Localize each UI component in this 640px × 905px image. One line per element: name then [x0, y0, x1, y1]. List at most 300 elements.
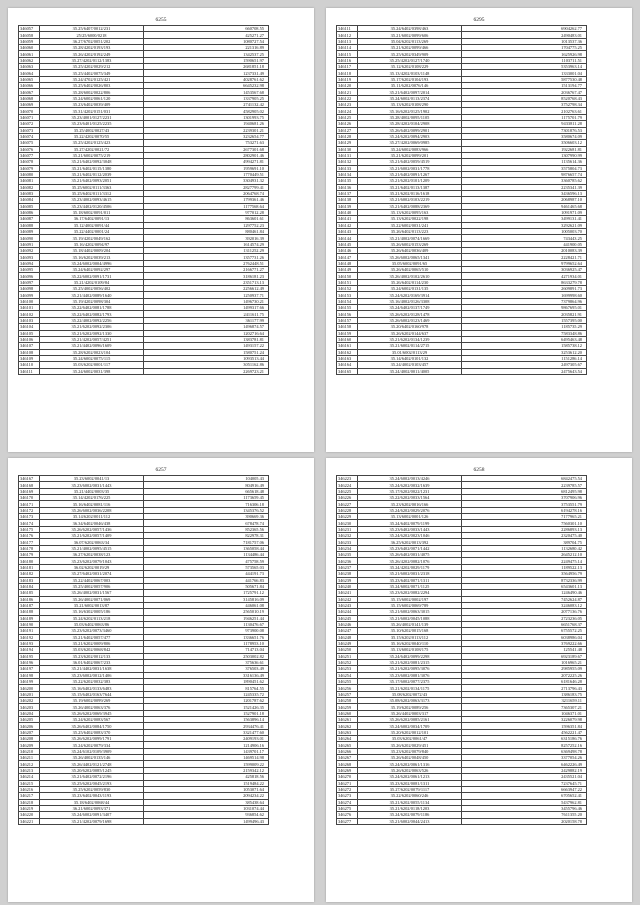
register-table-body [19, 476, 269, 825]
deed-reference-cell: 35.23/6202/0079/840 [358, 748, 462, 754]
lot-number-cell: 346174 [19, 520, 40, 526]
lot-number-cell: 346252 [337, 659, 358, 665]
lot-number-cell: 346078 [19, 159, 40, 165]
value-cell: 2435521.04 [462, 774, 587, 780]
lot-number-cell: 346250 [337, 647, 358, 653]
lot-number-cell: 346159 [337, 330, 358, 336]
value-cell: 125541.48 [462, 647, 587, 653]
value-cell: 441766.83 [144, 577, 269, 583]
lot-number-cell: 346061 [19, 51, 40, 57]
deed-reference-cell: 35.26/4202/0082/1076 [358, 558, 462, 564]
lot-number-cell: 346253 [337, 666, 358, 672]
value-cell: 678478.74 [144, 520, 269, 526]
deed-reference-cell: 35.16/4002/0126/3308 [358, 298, 462, 304]
value-cell: 3377054.26 [462, 755, 587, 761]
value-cell: 1311252.29 [144, 248, 269, 254]
value-cell: 376503.49 [144, 666, 269, 672]
deed-reference-cell: 35.26/6402/0084/1750 [40, 723, 144, 729]
lot-number-cell: 346130 [337, 146, 358, 152]
lot-number-cell: 346214 [19, 774, 40, 780]
deed-reference-cell: 35.20/6202/0012/101 [358, 729, 462, 735]
deed-reference-cell: 35.21/6002/0063/3015 [358, 609, 462, 615]
value-cell: 1557395.00 [462, 317, 587, 323]
value-cell: 3506603.12 [462, 140, 587, 146]
lot-number-cell: 346249 [337, 640, 358, 646]
lot-number-cell: 346097 [19, 279, 40, 285]
value-cell: 2159342.12 [144, 767, 269, 773]
value-cell: 2713796.43 [462, 685, 587, 691]
lot-number-cell: 346258 [337, 698, 358, 704]
value-cell: 3321477.60 [144, 729, 269, 735]
value-cell: 4562221.47 [462, 729, 587, 735]
deed-reference-cell: 35.26/4002/0063/376 [40, 704, 144, 710]
deed-reference-cell: 35.26/6002/0036/2208 [40, 507, 144, 513]
deed-reference-cell: 35.24/6002/0031/398 [40, 368, 144, 374]
deed-reference-cell: 35.24/6002/0013/4246 [358, 476, 462, 482]
deed-reference-cell: 35.21/6002/0075/219 [40, 152, 144, 158]
value-cell: 6904262.77 [462, 26, 587, 32]
deed-reference-cell: 25/25/6000/0218 [40, 32, 144, 38]
deed-reference-cell: 35.26/6402/0114/230 [358, 279, 462, 285]
value-cell: 1135614.36 [462, 159, 587, 165]
value-cell: 3226079.98 [462, 717, 587, 723]
value-cell: 5353963.14 [462, 64, 587, 70]
value-cell: 2609891.73 [462, 286, 587, 292]
lot-number-cell: 346094 [19, 260, 40, 266]
lot-number-cell: 346228 [337, 507, 358, 513]
deed-reference-cell: 35.23/6402/0043/1193 [40, 793, 144, 799]
value-cell: 665618.48 [144, 488, 269, 494]
value-cell: 7452624.87 [462, 596, 587, 602]
value-cell: 6543601.13 [462, 583, 587, 589]
value-cell: 1493157.22 [144, 343, 269, 349]
deed-reference-cell: 36.27/6202/0038/123 [40, 552, 144, 558]
lot-number-cell: 346075 [19, 140, 40, 146]
value-cell: 2681851.18 [144, 64, 269, 70]
document-page [326, 8, 632, 452]
lot-number-cell: 346128 [337, 133, 358, 139]
lot-number-cell: 346114 [337, 45, 358, 51]
value-cell: 1132680.42 [462, 545, 587, 551]
deed-reference-cell: 35.24/6202/0094/2903 [358, 133, 462, 139]
value-cell: 2020158.78 [462, 818, 587, 824]
lot-number-cell: 346150 [337, 273, 358, 279]
deed-reference-cell: 35.13/6202/0022/198 [358, 216, 462, 222]
document-page [8, 458, 314, 902]
lot-number-cell: 346257 [337, 691, 358, 697]
lot-number-cell: 346175 [19, 526, 40, 532]
value-cell: 1527901.18 [144, 710, 269, 716]
deed-reference-cell: 35.21/4002/0074/1669 [358, 235, 462, 241]
lot-number-cell: 346189 [19, 615, 40, 621]
value-cell: 441900.05 [462, 241, 587, 247]
lot-number-cell: 346096 [19, 273, 40, 279]
lot-number-cell: 346077 [19, 152, 40, 158]
value-cell: 7379864.96 [462, 298, 587, 304]
value-cell: 1005003.70 [462, 229, 587, 235]
value-cell: 1946251.44 [144, 615, 269, 621]
value-cell: 5437962.81 [462, 799, 587, 805]
deed-reference-cell: 35.25/6202/0059/830 [40, 786, 144, 792]
lot-number-cell: 346108 [19, 349, 40, 355]
deed-reference-cell: 35.21/6402/0059/4519 [358, 159, 462, 165]
lot-number-cell: 346141 [337, 216, 358, 222]
lot-number-cell: 346129 [337, 140, 358, 146]
lot-number-cell: 346099 [19, 292, 40, 298]
lot-number-cell: 346111 [337, 26, 358, 32]
value-cell: 1590651.97 [144, 57, 269, 63]
deed-reference-cell: 35.26/6002/0123/1469 [358, 317, 462, 323]
lot-number-cell: 346104 [19, 324, 40, 330]
lot-number-cell: 346202 [19, 698, 40, 704]
deed-reference-cell: 35.23/6402/0033/1443 [358, 526, 462, 532]
lot-number-cell: 346109 [19, 355, 40, 361]
deed-reference-cell: 35.19/6002/0099/269 [40, 698, 144, 704]
value-cell: 3186181.23 [144, 273, 269, 279]
deed-reference-cell: 35.24/4002/0103/457 [358, 362, 462, 368]
page-number: 6255 [155, 17, 167, 23]
deed-reference-cell: 35.13/6002/0001/126 [358, 514, 462, 520]
value-cell: 425271.27 [144, 32, 269, 38]
value-cell: 1496730.21 [144, 298, 269, 304]
value-cell: 2351713.13 [144, 279, 269, 285]
value-cell: 3575804.73 [462, 165, 587, 171]
deed-reference-cell: 35.21/6002/0013/87 [40, 602, 144, 608]
value-cell: 9867695.01 [462, 305, 587, 311]
lot-number-cell: 346151 [337, 279, 358, 285]
deed-reference-cell: 35.15/6402/0163/7644 [40, 691, 144, 697]
lot-number-cell: 346089 [19, 229, 40, 235]
value-cell: 6462226.49 [462, 761, 587, 767]
deed-reference-cell: 35.24/6002/0034/1709 [358, 723, 462, 729]
value-cell: 2235341.39 [462, 184, 587, 190]
deed-reference-cell: 35.26/6402/0065/510 [358, 267, 462, 273]
lot-number-cell: 346060 [19, 45, 40, 51]
deed-reference-cell: 35.26/6402/0036/409 [358, 248, 462, 254]
lot-number-cell: 346125 [337, 114, 358, 120]
lot-number-cell: 346058 [19, 32, 40, 38]
lot-number-cell: 346073 [19, 127, 40, 133]
deed-reference-cell: 35.14/6202/0011/112 [40, 514, 144, 520]
value-cell: 6194278.16 [462, 507, 587, 513]
value-cell: 5877530.48 [462, 76, 587, 82]
lot-number-cell: 346270 [337, 774, 358, 780]
deed-reference-cell: 35.24/6402/0079/1199 [358, 520, 462, 526]
value-cell: 389704.75 [462, 539, 587, 545]
value-cell: 977012.28 [144, 209, 269, 215]
deed-reference-cell: 35.25/6402/0083/370 [40, 729, 144, 735]
deed-reference-cell: 35.25/4402/0075/349 [40, 70, 144, 76]
deed-reference-cell: 35.24/6202/0029/2076 [358, 507, 462, 513]
deed-reference-cell: 35.21/6202/0134/1239 [358, 336, 462, 342]
lot-number-cell: 346263 [337, 729, 358, 735]
value-cell: 1345376.52 [144, 507, 269, 513]
value-cell: 6812495.98 [462, 488, 587, 494]
lot-number-cell: 346233 [337, 539, 358, 545]
lot-number-cell: 346193 [19, 640, 40, 646]
lot-number-cell: 346272 [337, 786, 358, 792]
value-cell: 3211659.11 [462, 698, 587, 704]
deed-reference-cell: 35.21/6002/0099/606 [358, 32, 462, 38]
lot-number-cell: 346117 [337, 64, 358, 70]
deed-reference-cell: 35.21/4402/0031/1638 [40, 666, 144, 672]
deed-reference-cell: 35.27/4202/0069/0985 [358, 140, 462, 146]
lot-number-cell: 346059 [19, 38, 40, 44]
lot-number-cell: 346187 [19, 602, 40, 608]
value-cell: 1513194.77 [462, 83, 587, 89]
lot-number-cell: 346169 [19, 488, 40, 494]
value-cell: 361177.99 [144, 317, 269, 323]
deed-reference-cell: 35.21/6002/0114/2715 [358, 343, 462, 349]
lot-number-cell: 346107 [19, 343, 40, 349]
deed-reference-cell: 35.24/6102/0109/3909 [40, 748, 144, 754]
lot-number-cell: 346076 [19, 146, 40, 152]
deed-reference-cell: 35.21/6402/0091/1267 [358, 171, 462, 177]
deed-reference-cell: 35.25/6202/0349/909 [358, 51, 462, 57]
value-cell: 1799361.46 [144, 197, 269, 203]
value-cell: 6705652.41 [462, 793, 587, 799]
value-cell: 2409193.01 [144, 736, 269, 742]
deed-reference-cell: 35.21/6202/0116/1618 [358, 190, 462, 196]
value-cell: 804916.49 [144, 482, 269, 488]
value-cell: 2411611.75 [144, 311, 269, 317]
lot-number-cell: 346225 [337, 488, 358, 494]
lot-number-cell: 346162 [337, 349, 358, 355]
deed-reference-cell: 35.21/6202/0092/1330 [40, 330, 144, 336]
deed-reference-cell: 35.13/6202/0095/163 [358, 209, 462, 215]
deed-reference-cell: 35.23/6202/0079/1043 [40, 558, 144, 564]
value-cell: 1337905.25 [144, 95, 269, 101]
value-cell: 6315186.76 [462, 736, 587, 742]
deed-reference-cell: 35.23/4002/0093/4615 [40, 197, 144, 203]
deed-reference-cell: 35.23/4402/0120/4506 [40, 203, 144, 209]
deed-reference-cell: 35.24/4202/0029/1179 [358, 564, 462, 570]
lot-number-cell: 346256 [337, 685, 358, 691]
value-cell: 7301876.53 [462, 127, 587, 133]
value-cell: 1178953.10 [144, 640, 269, 646]
lot-number-cell: 346101 [19, 305, 40, 311]
value-cell: 3292621.09 [462, 222, 587, 228]
value-cell: 2985955.09 [462, 666, 587, 672]
deed-reference-cell: 35.28/6002/0022/806 [40, 89, 144, 95]
deed-reference-cell: 35.16/6402/0081/116 [40, 501, 144, 507]
deed-reference-cell: 35.21/6202/0081/2315 [358, 659, 462, 665]
lot-number-cell: 346057 [19, 26, 40, 32]
deed-reference-cell: 35.20/6202/0085/1245 [40, 767, 144, 773]
deed-reference-cell: 35.22/6202/0032/383 [40, 679, 144, 685]
value-cell: 392016.39 [144, 235, 269, 241]
deed-reference-cell: 35.24/6202/0169/3914 [358, 292, 462, 298]
value-cell: 1563896.14 [144, 717, 269, 723]
table-row [19, 818, 269, 824]
deed-reference-cell: 36.21/6002/0093/371 [40, 805, 144, 811]
lot-number-cell: 346170 [19, 495, 40, 501]
lot-number-cell: 346195 [19, 653, 40, 659]
deed-reference-cell: 35.23/6002/0012/1406 [40, 672, 144, 678]
deed-reference-cell: 35.21/6002/0044/2413 [358, 818, 462, 824]
deed-reference-cell: 35.03/6202/0061/47 [358, 736, 462, 742]
deed-reference-cell: 35.13/4202/0103/1148 [358, 70, 462, 76]
deed-reference-cell: 35.21/6402/0113/1387 [358, 184, 462, 190]
lot-number-cell: 346103 [19, 317, 40, 323]
lot-number-cell: 346157 [337, 317, 358, 323]
value-cell: 573565.03 [144, 564, 269, 570]
lot-number-cell: 346266 [337, 748, 358, 754]
lot-number-cell: 346247 [337, 628, 358, 634]
deed-reference-cell: 35.26/4002/0071/069 [40, 596, 144, 602]
lot-number-cell: 346120 [337, 83, 358, 89]
deed-reference-cell: 35.31/4202/0151/031 [40, 108, 144, 114]
deed-reference-cell: 35.24/6002/0083/966 [358, 146, 462, 152]
lot-number-cell: 346111 [19, 368, 40, 374]
lot-number-cell: 346260 [337, 710, 358, 716]
deed-reference-cell: 35.23/6202/0081/1311 [358, 780, 462, 786]
lot-number-cell: 346198 [19, 672, 40, 678]
lot-number-cell: 346100 [19, 298, 40, 304]
lot-number-cell: 346067 [19, 89, 40, 95]
lot-number-cell: 346204 [19, 710, 40, 716]
value-cell: 444191.73 [144, 571, 269, 577]
value-cell: 3455796.46 [462, 805, 587, 811]
deed-reference-cell: 35.27/4202/0112/1383 [40, 57, 144, 63]
deed-reference-cell: 35.26/6202/0085/2161 [358, 717, 462, 723]
deed-reference-cell: 35.13/6002/0108/175 [358, 647, 462, 653]
deed-reference-cell: 35.25/6402/0111/3312 [40, 190, 144, 196]
lot-number-cell: 346186 [19, 596, 40, 602]
lot-number-cell: 346208 [19, 736, 40, 742]
lot-number-cell: 346074 [19, 133, 40, 139]
lot-number-cell: 346277 [337, 818, 358, 824]
deed-reference-cell: 36.17/6402/0091/13 [40, 216, 144, 222]
value-cell: 1890451.62 [144, 679, 269, 685]
value-cell: 1342537.25 [144, 51, 269, 57]
value-cell: 4582905.02 [144, 108, 269, 114]
deed-reference-cell: 35.21/6402/0115/1380 [40, 165, 144, 171]
value-cell: 2503002.82 [144, 653, 269, 659]
lot-number-cell: 346184 [19, 583, 40, 589]
value-cell: 2036767.47 [462, 89, 587, 95]
deed-reference-cell: 35.26/6202/0057/1436 [40, 526, 144, 532]
deed-reference-cell: 35.21/4402/0096/1609 [40, 343, 144, 349]
value-cell: 221316.89 [144, 45, 269, 51]
lot-number-cell: 346122 [337, 95, 358, 101]
value-cell: 1201787.62 [144, 698, 269, 704]
lot-number-cell: 346172 [19, 507, 40, 513]
deed-reference-cell: 35.17/6202/0104/193 [358, 76, 462, 82]
deed-reference-cell: 35.21/4202/0057/4251 [40, 336, 144, 342]
deed-reference-cell: 35.24/6402/0092/297 [40, 267, 144, 273]
deed-reference-cell: 35.23/6402/0071/1442 [358, 545, 462, 551]
deed-reference-cell: 35.03/6402/0063/86 [40, 621, 144, 627]
deed-reference-cell: 35.15/6202/0113/112 [358, 634, 462, 640]
deed-reference-cell: 35.21/6202/0009/806 [40, 640, 144, 646]
value-cell: 1439701.17 [144, 748, 269, 754]
value-cell: 973900.08 [144, 628, 269, 634]
lot-number-cell: 346173 [19, 514, 40, 520]
value-cell: 936854.62 [144, 812, 269, 818]
deed-reference-cell: 35.21/6402/0092/3048 [40, 159, 144, 165]
deed-reference-cell: 35.24/6202/0032/1639 [358, 482, 462, 488]
value-cell: 743443.25 [462, 235, 587, 241]
lot-number-cell: 346200 [19, 685, 40, 691]
value-cell: 2741132.42 [144, 102, 269, 108]
lot-number-cell: 346095 [19, 267, 40, 273]
lot-number-cell: 346237 [337, 564, 358, 570]
deed-reference-cell: 35.26/6202/0029/451 [358, 742, 462, 748]
lot-number-cell: 346071 [19, 114, 40, 120]
deed-reference-cell: 35.26/4002/0135/146 [40, 755, 144, 761]
lot-number-cell: 346090 [19, 235, 40, 241]
lot-number-cell: 346211 [19, 755, 40, 761]
lot-number-cell: 346276 [337, 812, 358, 818]
lot-number-cell: 346251 [337, 653, 358, 659]
deed-reference-cell: 35.26/6202/0144/637 [358, 330, 462, 336]
deed-reference-cell: 35.26/4402/0121/2748 [40, 761, 144, 767]
deed-reference-cell: 35.21/6202/0134/1175 [358, 685, 462, 691]
lot-number-cell: 346240 [337, 583, 358, 589]
value-cell: 822978.31 [144, 533, 269, 539]
lot-number-cell: 346179 [19, 552, 40, 558]
value-cell: 7365307.21 [462, 704, 587, 710]
deed-reference-cell: 35.22/4202/0070/55 [40, 133, 144, 139]
value-cell: 1202716.64 [144, 330, 269, 336]
value-cell: 2064768.74 [144, 190, 269, 196]
lot-number-cell: 346248 [337, 634, 358, 640]
lot-number-cell: 346142 [337, 222, 358, 228]
value-cell: 390669.36 [144, 514, 269, 520]
lot-number-cell: 346201 [19, 691, 40, 697]
value-cell: 6755572.25 [462, 628, 587, 634]
value-cell: 8257252.16 [462, 742, 587, 748]
lot-number-cell: 346191 [19, 628, 40, 634]
deed-reference-cell: 35.12/4002/0091/44 [40, 222, 144, 228]
value-cell: 6181646.28 [462, 679, 587, 685]
value-cell: 2565010.19 [144, 609, 269, 615]
value-cell: 1245335.72 [144, 691, 269, 697]
deed-reference-cell: 35.14/4202/0176/225 [40, 495, 144, 501]
lot-number-cell: 346154 [337, 298, 358, 304]
deed-reference-cell: 35.24/6202/0079/1186 [358, 812, 462, 818]
deed-reference-cell: 35.26/4002/0102/2610 [358, 273, 462, 279]
deed-reference-cell: 35.25/4202/0125/423 [40, 140, 144, 146]
value-cell: 1053071.64 [144, 786, 269, 792]
deed-reference-cell: 35.24/6402/0137/1749 [358, 305, 462, 311]
lot-number-cell: 346121 [337, 89, 358, 95]
deed-reference-cell: 35.26/6002/0153/269 [358, 241, 462, 247]
deed-reference-cell: 36.34/6402/0046/438 [40, 520, 144, 526]
deed-reference-cell: 36.25/6202/0013/392 [358, 539, 462, 545]
lot-number-cell: 346196 [19, 659, 40, 665]
value-cell: 2166771.27 [144, 267, 269, 273]
lot-number-cell: 346110 [19, 362, 40, 368]
lot-number-cell: 346140 [337, 209, 358, 215]
lot-number-cell: 346223 [337, 476, 358, 482]
deed-reference-cell: 35.25/6202/0045/2193 [40, 780, 144, 786]
deed-reference-cell: 35.21/6402/0057/477 [40, 634, 144, 640]
lot-number-cell: 346132 [337, 159, 358, 165]
lot-number-cell: 346115 [337, 51, 358, 57]
register-table [18, 475, 269, 825]
value-cell: 1704775.25 [462, 45, 587, 51]
lot-number-cell: 346262 [337, 723, 358, 729]
value-cell: 1496874.57 [144, 324, 269, 330]
value-cell: 1297752.23 [144, 222, 269, 228]
lot-number-cell: 346194 [19, 647, 40, 653]
value-cell: 1386183.75 [462, 691, 587, 697]
value-cell: 2723236.05 [462, 615, 587, 621]
deed-reference-cell: 35.23/6002/0041/13 [40, 476, 144, 482]
deed-reference-cell: 36.07/6202/0063/34 [40, 539, 144, 545]
